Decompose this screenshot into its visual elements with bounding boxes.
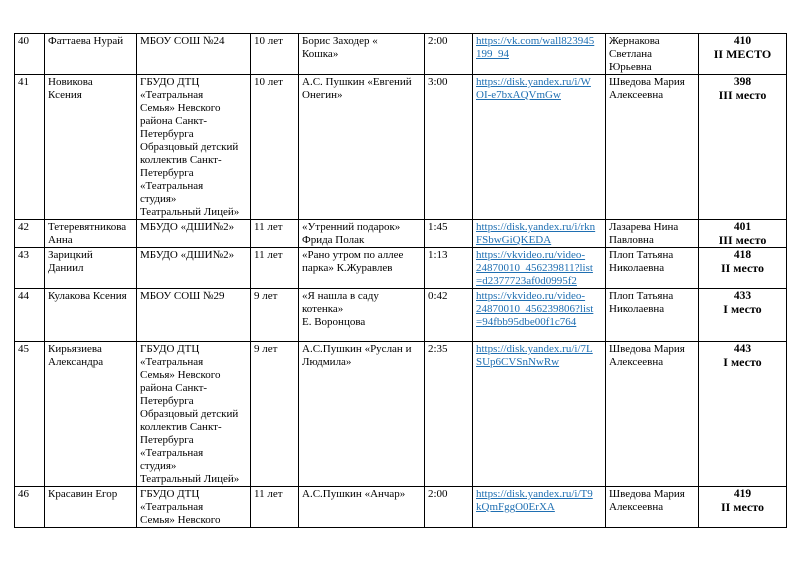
organization: ГБУДО ДТЦ «Театральная Семья» Невского района Санкт- Петербурга Образцовый детский коллектив Санкт- Петербурга «Театральная студия» Театральный Лицей» bbox=[137, 342, 251, 487]
row-number: 46 bbox=[15, 487, 45, 528]
score: 418 bbox=[733, 249, 752, 261]
participant-name: Зарицкий Даниил bbox=[45, 248, 137, 289]
video-link-cell bbox=[473, 487, 606, 528]
participant-age: 11 лет bbox=[251, 487, 299, 528]
table-row bbox=[15, 75, 787, 220]
result-cell bbox=[699, 75, 787, 220]
video-link-cell bbox=[473, 34, 606, 75]
score: 410 bbox=[733, 35, 752, 47]
place-award: III место bbox=[718, 88, 767, 102]
work-title: «Я нашла в саду котенка» Е. Воронцова bbox=[299, 289, 425, 342]
video-link-cell bbox=[473, 342, 606, 487]
score: 433 bbox=[733, 290, 752, 302]
video-link-cell bbox=[473, 248, 606, 289]
participant-age: 10 лет bbox=[251, 34, 299, 75]
row-number: 43 bbox=[15, 248, 45, 289]
participant-name: Красавин Егор bbox=[45, 487, 137, 528]
place-award: III место bbox=[718, 233, 767, 247]
video-link-cell bbox=[473, 75, 606, 220]
participant-age: 10 лет bbox=[251, 75, 299, 220]
place-award: II МЕСТО bbox=[713, 47, 772, 61]
duration: 2:00 bbox=[425, 34, 473, 75]
table-row bbox=[15, 248, 787, 289]
work-title: «Утренний подарок» Фрида Полак bbox=[299, 220, 425, 248]
place-award: II место bbox=[720, 500, 765, 514]
participant-name: Фаттаева Нурай bbox=[45, 34, 137, 75]
table-row bbox=[15, 289, 787, 342]
duration: 1:13 bbox=[425, 248, 473, 289]
table-row bbox=[15, 34, 787, 75]
video-link[interactable]: https://disk.yandex.ru/i/W OI-e7bxAQVmGw bbox=[476, 76, 591, 101]
place-award: II место bbox=[720, 261, 765, 275]
teacher-name: Жернакова Светлана Юрьевна bbox=[606, 34, 699, 75]
table-row bbox=[15, 487, 787, 528]
place-award: I место bbox=[723, 302, 762, 316]
video-link[interactable]: https://disk.yandex.ru/i/rkn FSbwGiQKEDA bbox=[476, 221, 596, 246]
row-number: 44 bbox=[15, 289, 45, 342]
result-cell bbox=[699, 34, 787, 75]
teacher-name: Шведова Мария Алексеевна bbox=[606, 487, 699, 528]
video-link[interactable]: https://vkvideo.ru/video- 24870010_456239811?list =d2377723af0d0995f2 bbox=[476, 249, 593, 287]
score: 443 bbox=[733, 343, 752, 355]
video-link-cell bbox=[473, 220, 606, 248]
video-link[interactable]: https://vkvideo.ru/video- 24870010_456239806?list =94fbb95dbe00f1c764 bbox=[476, 290, 594, 328]
work-title: А.С.Пушкин «Анчар» bbox=[299, 487, 425, 528]
participant-age: 9 лет bbox=[251, 342, 299, 487]
duration: 2:00 bbox=[425, 487, 473, 528]
result-cell bbox=[699, 220, 787, 248]
video-link[interactable]: https://vk.com/wall823945 199_94 bbox=[476, 35, 595, 60]
place-award: I место bbox=[723, 355, 762, 369]
duration: 3:00 bbox=[425, 75, 473, 220]
result-cell bbox=[699, 487, 787, 528]
results-table bbox=[14, 33, 787, 528]
result-cell bbox=[699, 289, 787, 342]
organization: МБУДО «ДШИ№2» bbox=[137, 220, 251, 248]
video-link[interactable]: https://disk.yandex.ru/i/T9 kQmFggO0ErXA bbox=[476, 488, 593, 513]
organization: ГБУДО ДТЦ «Театральная Семья» Невского района Санкт- Петербурга Образцовый детский коллектив Санкт- Петербурга «Театральная студия» Театральный Лицей» bbox=[137, 75, 251, 220]
organization: МБОУ СОШ №24 bbox=[137, 34, 251, 75]
participant-name: Кирьязиева Александра bbox=[45, 342, 137, 487]
teacher-name: Лазарева Нина Павловна bbox=[606, 220, 699, 248]
teacher-name: Плоп Татьяна Николаевна bbox=[606, 289, 699, 342]
work-title: А.С.Пушкин «Руслан и Людмила» bbox=[299, 342, 425, 487]
table-row bbox=[15, 342, 787, 487]
duration: 2:35 bbox=[425, 342, 473, 487]
organization: МБУДО «ДШИ№2» bbox=[137, 248, 251, 289]
participant-age: 11 лет bbox=[251, 248, 299, 289]
table-body bbox=[15, 34, 787, 528]
teacher-name: Плоп Татьяна Николаевна bbox=[606, 248, 699, 289]
row-number: 42 bbox=[15, 220, 45, 248]
teacher-name: Шведова Мария Алексеевна bbox=[606, 75, 699, 220]
work-title: Борис Заходер « Кошка» bbox=[299, 34, 425, 75]
work-title: «Рано утром по аллее парка» К.Журавлев bbox=[299, 248, 425, 289]
row-number: 45 bbox=[15, 342, 45, 487]
participant-name: Тетеревятникова Анна bbox=[45, 220, 137, 248]
result-cell bbox=[699, 342, 787, 487]
participant-age: 9 лет bbox=[251, 289, 299, 342]
table-row bbox=[15, 220, 787, 248]
teacher-name: Шведова Мария Алексеевна bbox=[606, 342, 699, 487]
result-cell bbox=[699, 248, 787, 289]
participant-name: Кулакова Ксения bbox=[45, 289, 137, 342]
participant-name: Новикова Ксения bbox=[45, 75, 137, 220]
video-link[interactable]: https://disk.yandex.ru/i/7L SUp6CVSnNwRw bbox=[476, 343, 593, 368]
video-link-cell bbox=[473, 289, 606, 342]
score: 401 bbox=[733, 221, 752, 233]
duration: 1:45 bbox=[425, 220, 473, 248]
score: 398 bbox=[733, 76, 752, 88]
work-title: А.С. Пушкин «Евгений Онегин» bbox=[299, 75, 425, 220]
organization: МБОУ СОШ №29 bbox=[137, 289, 251, 342]
row-number: 40 bbox=[15, 34, 45, 75]
row-number: 41 bbox=[15, 75, 45, 220]
duration: 0:42 bbox=[425, 289, 473, 342]
score: 419 bbox=[733, 488, 752, 500]
organization: ГБУДО ДТЦ «Театральная Семья» Невского bbox=[137, 487, 251, 528]
participant-age: 11 лет bbox=[251, 220, 299, 248]
